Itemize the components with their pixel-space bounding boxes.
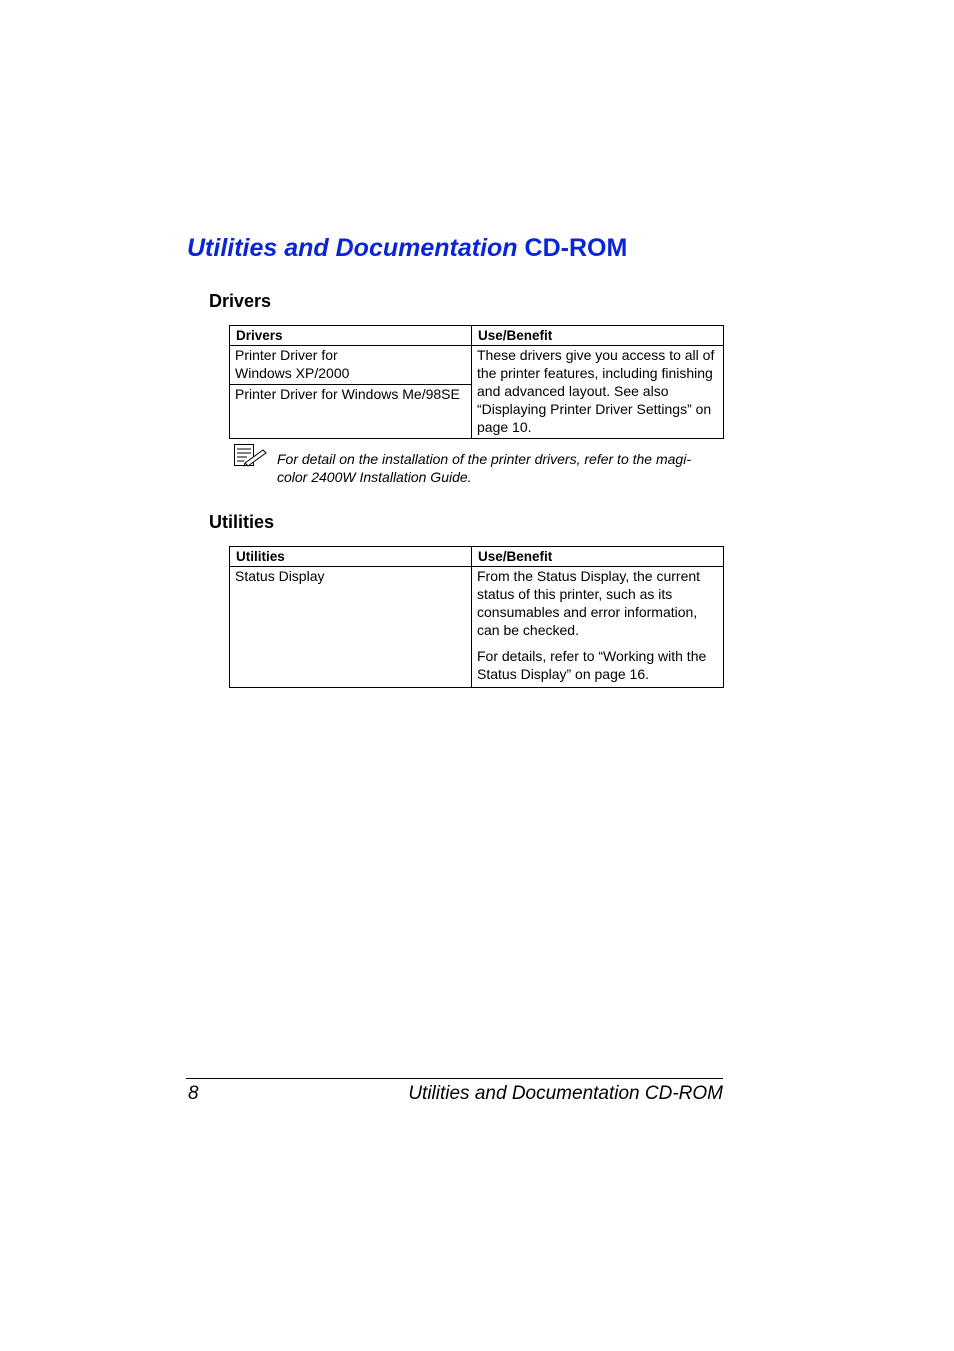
note-text: For detail on the installation of the printer drivers, refer to the magi-color 2400W Installation Guide. (277, 451, 691, 485)
driver-cell (230, 346, 472, 385)
benefit-paragraph: For details, refer to “Working with the Status Display” on page 16. (477, 648, 707, 682)
table-header-row (230, 547, 724, 567)
note-pencil-icon (233, 443, 269, 467)
column-header-utilities: Utilities (230, 547, 472, 567)
utilities-table (229, 546, 724, 688)
driver-cell (230, 385, 472, 439)
drivers-heading: Drivers (209, 291, 272, 311)
driver-name-line: Printer Driver for Windows Me/98SE (235, 386, 460, 402)
page-title-italic-part: Utilities and Documentation (187, 234, 518, 262)
utilities-heading: Utilities (209, 512, 275, 532)
drivers-table (229, 325, 724, 439)
footer-divider (186, 1078, 723, 1079)
page-title (187, 234, 627, 263)
table-row (230, 346, 724, 385)
footer-title: Utilities and Documentation CD-ROM (408, 1083, 723, 1104)
benefit-cell (472, 567, 724, 688)
column-header-drivers: Drivers (230, 326, 472, 346)
table-header-row (230, 326, 724, 346)
table-row (230, 567, 724, 688)
column-header-use-benefit: Use/Benefit (472, 547, 724, 567)
driver-name-line: Windows XP/2000 (235, 365, 350, 381)
page-title-bold-part: CD-ROM (524, 234, 628, 262)
benefit-cell: These drivers give you access to all of the printer features, including finishing and advanced layout. See also “Displaying Printer Driver Settings” on page 10. (472, 346, 724, 439)
column-header-use-benefit: Use/Benefit (472, 326, 724, 346)
footer-page-number: 8 (188, 1083, 199, 1104)
utility-cell: Status Display (230, 567, 472, 688)
benefit-paragraph: From the Status Display, the current status of this printer, such as its consumables and error information, can be checked. (477, 568, 701, 638)
driver-name-line: Printer Driver for (235, 347, 338, 363)
